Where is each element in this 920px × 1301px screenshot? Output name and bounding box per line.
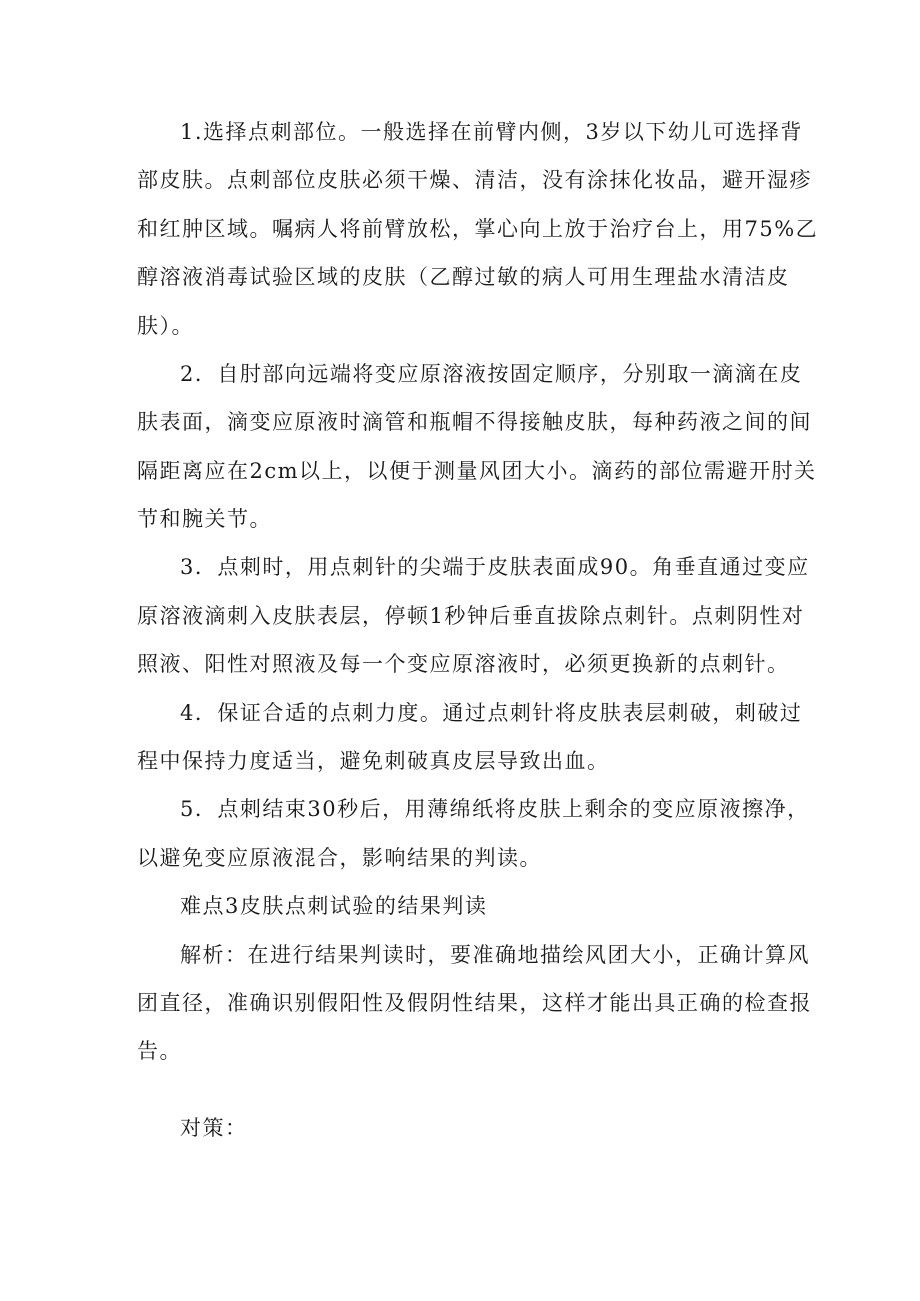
paragraph-3-line-2: 原溶液滴刺入皮肤表层，停顿1秒钟后垂直拔除点刺针。点刺阴性对 xyxy=(137,604,805,628)
paragraph-3-line-3: 照液、阳性对照液及每一个变应原溶液时，必须更换新的点刺针。 xyxy=(137,652,790,676)
paragraph-6-line-2: 团直径，准确识别假阳性及假阴性结果，这样才能出具正确的检查报 xyxy=(137,991,812,1015)
paragraph-1-line-1: 1.选择点刺部位。一般选择在前臂内侧，3岁以下幼儿可选择背 xyxy=(180,120,803,144)
paragraph-1-line-2: 部皮肤。点刺部位皮肤必须干燥、清洁，没有涂抹化妆品，避开湿疹 xyxy=(137,168,812,192)
paragraph-5-line-1: 5．点刺结束30秒后，用薄绵纸将皮肤上剩余的变应原液擦净， xyxy=(180,797,810,821)
paragraph-5-line-2: 以避免变应原液混合，影响结果的判读。 xyxy=(137,846,542,870)
paragraph-3-line-1: 3．点刺时，用点刺针的尖端于皮肤表面成90。角垂直通过变应 xyxy=(180,555,810,579)
paragraph-1-line-3: 和红肿区域。嘱病人将前臂放松，掌心向上放于治疗台上，用75%乙 xyxy=(137,217,819,241)
paragraph-1-line-4: 醇溶液消毒试验区域的皮肤（乙醇过敏的病人可用生理盐水清洁皮 xyxy=(137,265,790,289)
section-heading: 难点3皮肤点刺试验的结果判读 xyxy=(180,894,488,918)
paragraph-2-line-2: 肤表面，滴变应原液时滴管和瓶帽不得接触皮肤，每种药液之间的间 xyxy=(137,410,812,434)
countermeasures-label: 对策： xyxy=(180,1116,248,1140)
paragraph-4-line-1: 4．保证合适的点刺力度。通过点刺针将皮肤表层刺破，刺破过 xyxy=(180,701,803,725)
paragraph-2-line-1: 2．自肘部向远端将变应原溶液按固定顺序，分别取一滴滴在皮 xyxy=(180,362,803,386)
paragraph-6-line-1: 解析：在进行结果判读时，要准确地描绘风团大小，正确计算风 xyxy=(180,943,810,967)
paragraph-1-line-5: 肤）。 xyxy=(137,314,194,338)
paragraph-4-line-2: 程中保持力度适当，避免刺破真皮层导致出血。 xyxy=(137,749,610,773)
paragraph-6-line-3: 告。 xyxy=(137,1039,182,1063)
paragraph-2-line-4: 节和腕关节。 xyxy=(137,507,272,531)
paragraph-2-line-3: 隔距离应在2cm以上，以便于测量风团大小。滴药的部位需避开肘关 xyxy=(137,459,817,483)
